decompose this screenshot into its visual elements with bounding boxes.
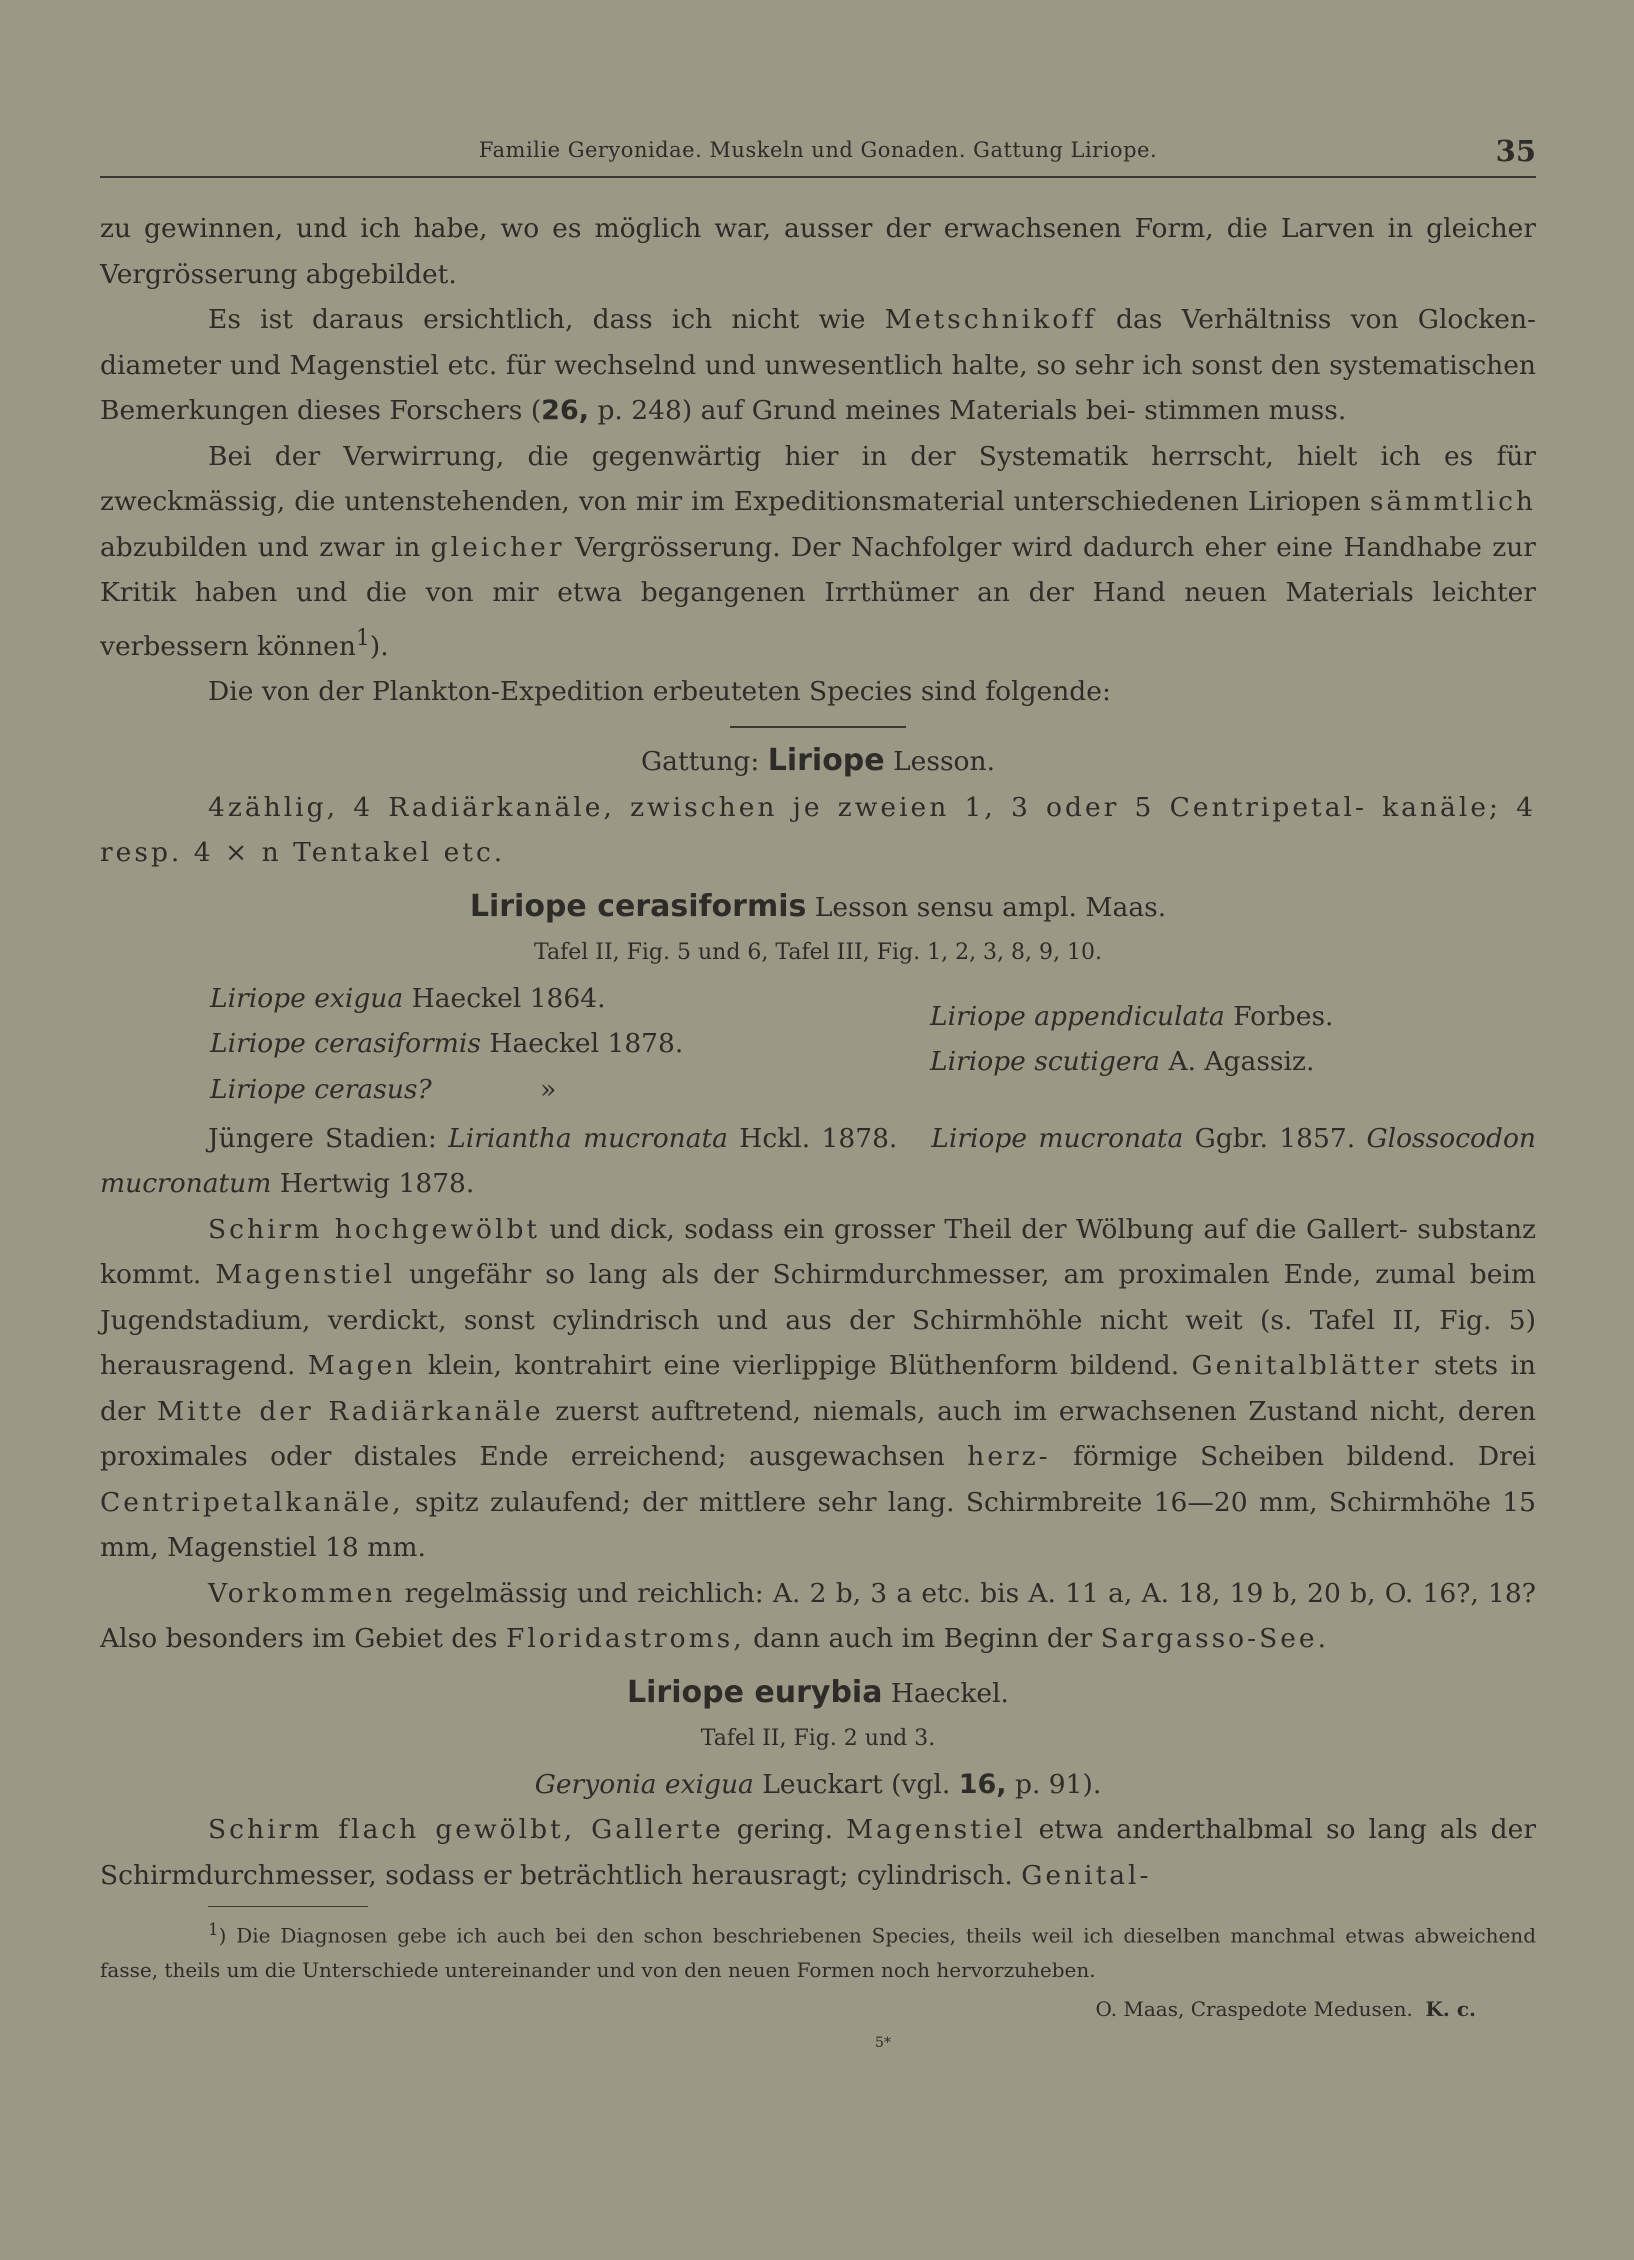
emph-saemmtlich: sämmtlich xyxy=(1369,486,1536,517)
genus-heading xyxy=(100,738,1536,785)
p3-text-d: ). xyxy=(369,630,389,662)
reference-26: 26, xyxy=(541,395,590,426)
species1-synonyms xyxy=(100,976,1536,1116)
main-text xyxy=(100,206,1536,2055)
author-metschnikoff: Metschnikoff xyxy=(884,304,1097,335)
paragraph-3 xyxy=(100,434,1536,669)
genus-author: Lesson. xyxy=(893,746,996,778)
footnote xyxy=(100,1913,1536,1987)
footnote-mark: 1 xyxy=(208,1920,219,1940)
running-header xyxy=(100,136,1536,178)
paragraph-2 xyxy=(100,297,1536,434)
signature-line: O. Maas, Craspedote Medusen. K. c. xyxy=(1095,1996,1476,2021)
synonyms-left xyxy=(210,976,683,1113)
synonym: Liriope scutigera A. Agassiz. xyxy=(930,1046,1315,1078)
species2-synonym: Geryonia exigua Leuckart (vgl. 16, p. 91). xyxy=(534,1768,1102,1800)
genus-label: Gattung: xyxy=(640,746,760,778)
printer-mark: 5* xyxy=(875,2034,891,2051)
footnote-rule xyxy=(208,1906,368,1907)
synonyms-right xyxy=(930,994,1333,1085)
page-number: 35 xyxy=(1495,134,1536,168)
species2-heading xyxy=(100,1670,1536,1717)
species2-plates: Tafel II, Fig. 2 und 3. xyxy=(700,1726,936,1752)
species1-juvenile: Jüngere Stadien: Liriantha mucronata Hckl. 1878. Liriope mucronata Ggbr. 1857. Glossocodon mucronatum Hertwig 1878. xyxy=(100,1122,1536,1200)
p2-text-b: das Verhältniss von Glocken- diameter und Magenstiel etc. für wechselnd und unwesentlich halte, so sehr ich sonst den systematischen Bemerkungen dieses Forschers ( xyxy=(100,304,1536,426)
p2-text-c: p. 248) auf Grund meines Materials bei- stimmen muss. xyxy=(589,395,1347,426)
p3-text-b: abzubilden und zwar in xyxy=(100,531,421,563)
species1-occurrence: Vorkommen regelmässig und reichlich: A. 2 b, 3 a etc. bis A. 11 a, A. 18, 19 b, 20 b, O. 16?, 18? Also besonders im Gebiet des Floridastroms, dann auch im Beginn der Sargasso-See. xyxy=(100,1577,1536,1655)
species2-description: Schirm flach gewölbt, Gallerte gering. Magenstiel etwa anderthalbmal so lang als der Schirmdurchmesser, sodass er beträchtlich herausragt; cylindrisch. Genital- xyxy=(100,1814,1536,1891)
species1-plates: Tafel II, Fig. 5 und 6, Tafel III, Fig. 1, 2, 3, 8, 9, 10. xyxy=(533,940,1102,966)
genus-diagnosis: 4zählig, 4 Radiärkanäle, zwischen je zweien 1, 3 oder 5 Centripetal- kanäle; 4 resp. 4 × n Tentakel etc. xyxy=(100,791,1536,869)
species2-author: Haeckel. xyxy=(890,1677,1009,1709)
p3-text-c: Vergrösserung. Der Nachfolger wird dadurch eher eine Handhabe zur Kritik haben und die von mir etwa begangenen Irrthümer an der Hand neuen Materials leichter verbessern können xyxy=(100,531,1536,662)
paragraph-4: Die von der Plankton-Expedition erbeuteten Species sind folgende: xyxy=(208,675,1111,707)
synonym: Liriope cerasiformis Haeckel 1878. xyxy=(210,1028,684,1060)
footnote-text: ) Die Diagnosen gebe ich auch bei den schon beschriebenen Species, theils weil ich dieselben manchmal etwas abweichend fasse, theils um die Unterschiede untereinander und von den neuen Formen noch hervorzuheben. xyxy=(100,1923,1536,1982)
p2-text-a: Es ist daraus ersichtlich, dass ich nicht wie xyxy=(208,304,866,335)
synonym: Liriope cerasus? » xyxy=(210,1073,557,1105)
species1-description: Schirm hochgewölbt und dick, sodass ein grosser Theil der Wölbung auf die Gallert- substanz kommt. Magenstiel ungefähr so lang als der Schirmdurchmesser, am proximalen Ende, zumal beim Jugendstadium, verdickt, sonst cylindrisch und aus der Schirmhöhle nicht weit (s. Tafel II, Fig. 5) herausragend. Magen klein, kontrahirt eine vierlippige Blüthenform bildend. Genitalblätter stets in der Mitte der Radiärkanäle zuerst auftretend, niemals, auch im erwachsenen Zustand nicht, deren proximales oder distales Ende erreichend; ausgewachsen herz- förmige Scheiben bildend. Drei Centripetalkanäle, spitz zulaufend; der mittlere sehr lang. Schirmbreite 16—20 mm, Schirmhöhe 15 mm, Magenstiel 18 mm. xyxy=(100,1213,1537,1564)
species1-heading xyxy=(100,884,1536,931)
species1-author: Lesson sensu ampl. Maas. xyxy=(814,891,1167,923)
running-title: Familie Geryonidae. Muskeln und Gonaden. Gattung Liriope. xyxy=(478,138,1158,162)
emph-gleicher: gleicher xyxy=(430,531,565,563)
synonym: Liriope exigua Haeckel 1864. xyxy=(210,982,606,1014)
genus-name: Liriope xyxy=(767,743,885,779)
p3-text-a: Bei der Verwirrung, die gegenwärtig hier in der Systematik herrscht, hielt ich es für zweckmässig, die untenstehenden, von mir im Expeditionsmaterial unterschiedenen Liriopen xyxy=(100,440,1536,517)
species2-name: Liriope eurybia xyxy=(627,1674,883,1710)
footnote-ref: 1 xyxy=(355,625,370,651)
species1-name: Liriope cerasiformis xyxy=(469,888,807,924)
synonym: Liriope appendiculata Forbes. xyxy=(930,1000,1334,1032)
paragraph-1: zu gewinnen, und ich habe, wo es möglich war, ausser der erwachsenen Form, die Larven in gleicher Vergrösserung abgebildet. xyxy=(100,213,1536,290)
section-rule xyxy=(730,726,906,728)
